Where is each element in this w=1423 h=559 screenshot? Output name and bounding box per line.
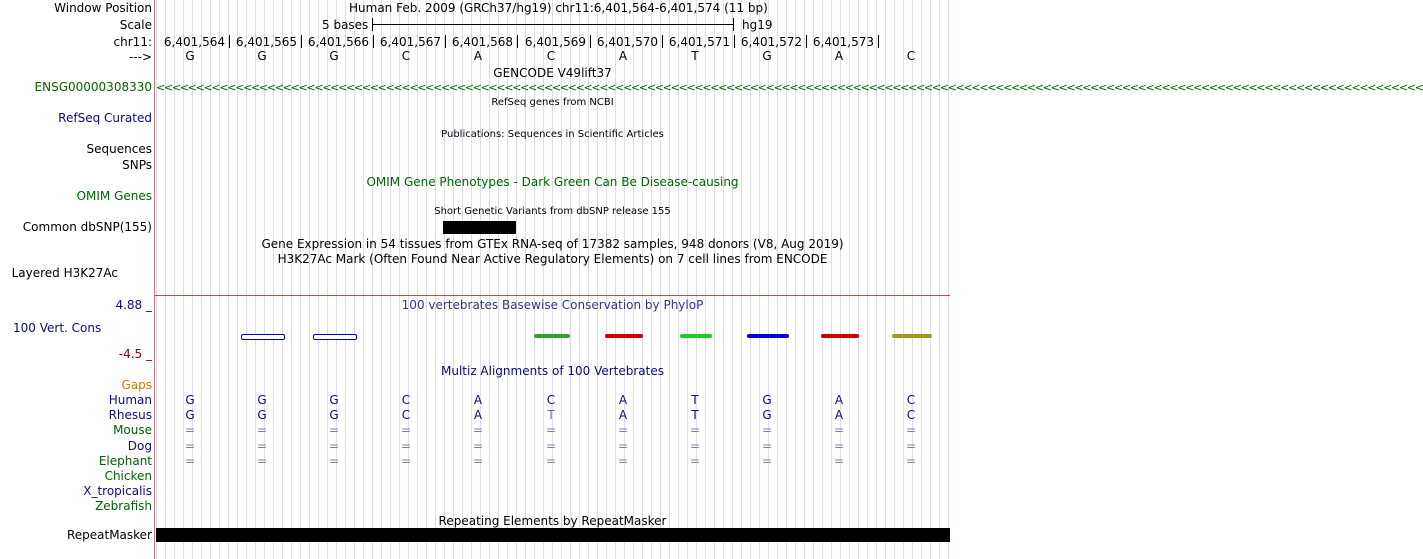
alignment-base: =: [761, 439, 773, 453]
ruler-position: 6,401,572: [740, 35, 802, 49]
alignment-base: =: [689, 423, 701, 437]
alignment-base: A: [618, 393, 628, 407]
ruler-tick: [590, 35, 591, 48]
species-label-rhesus[interactable]: Rhesus: [108, 408, 152, 422]
alignment-base: =: [905, 454, 917, 468]
gtex-track-title[interactable]: Gene Expression in 54 tissues from GTEx RNA-seq of 17382 samples, 948 donors (V8, Aug 2019): [261, 237, 844, 251]
h3k27ac-track-title[interactable]: H3K27Ac Mark (Often Found Near Active Regulatory Elements) on 7 cell lines from ENCODE: [277, 252, 828, 266]
reference-base: C: [906, 49, 916, 63]
repeatmasker-track-title[interactable]: Repeating Elements by RepeatMasker: [438, 514, 667, 528]
gencode-track-title[interactable]: GENCODE V49lift37: [493, 66, 612, 80]
alignment-base: =: [472, 454, 484, 468]
reference-base: C: [401, 49, 411, 63]
reference-base: C: [546, 49, 556, 63]
reference-base: A: [473, 49, 483, 63]
alignment-base: =: [328, 423, 340, 437]
repeatmasker-feature[interactable]: [156, 528, 950, 542]
scale-bar: [372, 24, 733, 25]
ruler-tick: [662, 35, 663, 48]
label-divider: [154, 0, 155, 559]
ruler-position: 6,401,570: [596, 35, 658, 49]
phylop-max-label: 4.88 _: [115, 298, 152, 312]
scale-text: 5 bases: [322, 18, 369, 32]
alignment-base: =: [545, 454, 557, 468]
alignment-base: T: [547, 408, 555, 422]
phylop-score-mark: [605, 334, 643, 338]
phylop-score-mark: [534, 334, 570, 338]
ruler-tick: [878, 35, 879, 48]
alignment-base: =: [617, 439, 629, 453]
alignment-base: =: [545, 423, 557, 437]
h3k27ac-baseline: [155, 295, 950, 296]
alignment-base: =: [184, 439, 196, 453]
alignment-base: T: [691, 393, 699, 407]
omim-track-title[interactable]: OMIM Gene Phenotypes - Dark Green Can Be Disease-causing: [366, 175, 739, 189]
reference-base: A: [618, 49, 628, 63]
alignment-base: =: [400, 454, 412, 468]
window-position-label: Window Position: [54, 1, 152, 15]
ruler-tick: [517, 35, 518, 48]
species-label-zebrafish[interactable]: Zebrafish: [95, 499, 152, 513]
ruler-tick: [806, 35, 807, 48]
alignment-base: G: [762, 393, 772, 407]
alignment-base: =: [833, 454, 845, 468]
refseq-label[interactable]: RefSeq Curated: [58, 111, 152, 125]
chrom-label[interactable]: chr11:: [113, 35, 152, 49]
alignment-base: =: [472, 439, 484, 453]
alignment-base: G: [185, 408, 195, 422]
h3k27ac-label[interactable]: Layered H3K27Ac: [11, 266, 118, 280]
alignment-base: =: [545, 439, 557, 453]
alignment-base: =: [617, 423, 629, 437]
reference-base: G: [185, 49, 195, 63]
alignment-base: C: [546, 393, 556, 407]
phylop-score-mark: [241, 334, 285, 340]
scale-bar-left-cap: [372, 18, 373, 31]
alignment-base: =: [905, 423, 917, 437]
alignment-base: =: [689, 454, 701, 468]
species-label-dog[interactable]: Dog: [127, 439, 152, 453]
alignment-base: =: [833, 423, 845, 437]
alignment-base: =: [400, 423, 412, 437]
ruler-tick: [373, 35, 374, 48]
repeatmasker-label[interactable]: RepeatMasker: [66, 528, 152, 542]
species-label-mouse[interactable]: Mouse: [113, 423, 152, 437]
alignment-base: =: [328, 454, 340, 468]
ruler-position: 6,401,565: [235, 35, 297, 49]
alignment-base: =: [689, 439, 701, 453]
alignment-base: C: [401, 393, 411, 407]
species-label-chicken[interactable]: Chicken: [104, 469, 152, 483]
alignment-base: G: [257, 408, 267, 422]
alignment-base: =: [472, 423, 484, 437]
ruler-position: 6,401,568: [451, 35, 513, 49]
reference-base: G: [329, 49, 339, 63]
reference-base: A: [834, 49, 844, 63]
strand-label[interactable]: --->: [128, 50, 152, 64]
reference-base: G: [257, 49, 267, 63]
alignment-base: G: [329, 408, 339, 422]
alignment-base: T: [691, 408, 699, 422]
publications-track-title[interactable]: Publications: Sequences in Scientific Articles: [441, 129, 664, 140]
phylop-score-mark: [747, 334, 789, 338]
alignment-base: C: [401, 408, 411, 422]
alignment-base: A: [834, 393, 844, 407]
alignment-base: =: [328, 439, 340, 453]
gencode-gene-feature[interactable]: <<<<<<<<<<<<<<<<<<<<<<<<<<<<<<<<<<<<<<<<<<<<<<<<<<<<<<<<<<<<<<<<<<<<<<<<<<<<<<<<<<<<<<<<<<<<<<<<<<<<<<<<<<<<<<<<<<<<<<<<<<<<<<<<<<<<<<<<<<<<<<<<<<<<<<<<<<<<<<<<: [156, 81, 1423, 94]
scale-bar-right-cap: [733, 18, 734, 31]
dbsnp-variant-feature[interactable]: [443, 221, 516, 234]
snps-label[interactable]: SNPs: [122, 158, 152, 172]
scale-label: Scale: [119, 18, 152, 32]
dbsnp-label[interactable]: Common dbSNP(155): [22, 220, 152, 234]
alignment-base: =: [905, 439, 917, 453]
phylop-score-mark: [313, 334, 357, 340]
alignment-base: A: [473, 393, 483, 407]
alignment-base: =: [400, 439, 412, 453]
sequences-label[interactable]: Sequences: [86, 142, 152, 156]
ruler-position: 6,401,571: [668, 35, 730, 49]
phylop-track-title[interactable]: 100 vertebrates Basewise Conservation by PhyloP: [401, 298, 704, 312]
alignment-base: G: [762, 408, 772, 422]
phylop-label[interactable]: 100 Vert. Cons: [13, 321, 102, 335]
reference-base: T: [691, 49, 699, 63]
omim-label[interactable]: OMIM Genes: [76, 189, 152, 203]
ruler-position: 6,401,564: [163, 35, 225, 49]
alignment-base: C: [906, 408, 916, 422]
alignment-base: =: [761, 423, 773, 437]
species-label-elephant[interactable]: Elephant: [98, 454, 152, 468]
scale-assembly: hg19: [742, 18, 773, 32]
alignment-base: G: [329, 393, 339, 407]
dbsnp-track-title[interactable]: Short Genetic Variants from dbSNP release 155: [434, 206, 671, 217]
alignment-base: =: [184, 454, 196, 468]
species-label-x_tropicalis[interactable]: X_tropicalis: [83, 484, 152, 498]
reference-base: G: [762, 49, 772, 63]
alignment-base: =: [256, 454, 268, 468]
alignment-base: =: [256, 439, 268, 453]
alignment-base: A: [618, 408, 628, 422]
alignment-base: A: [834, 408, 844, 422]
phylop-score-mark: [821, 334, 859, 338]
multiz-track-title[interactable]: Multiz Alignments of 100 Vertebrates: [440, 364, 665, 378]
gencode-gene-label[interactable]: ENSG00000308330: [34, 80, 152, 94]
ruler-tick: [445, 35, 446, 48]
alignment-base: G: [185, 393, 195, 407]
phylop-score-mark: [680, 334, 712, 338]
ruler-tick: [734, 35, 735, 48]
alignment-base: C: [906, 393, 916, 407]
alignment-base: G: [257, 393, 267, 407]
refseq-track-title[interactable]: RefSeq genes from NCBI: [491, 97, 614, 108]
ruler-position: 6,401,569: [524, 35, 586, 49]
alignment-base: =: [256, 423, 268, 437]
ruler-position: 6,401,573: [812, 35, 874, 49]
ruler-tick: [301, 35, 302, 48]
alignment-base: =: [184, 423, 196, 437]
alignment-base: A: [473, 408, 483, 422]
alignment-base: =: [617, 454, 629, 468]
ruler-position: 6,401,567: [379, 35, 441, 49]
phylop-min-label: -4.5 _: [118, 347, 152, 361]
species-label-human[interactable]: Human: [108, 393, 152, 407]
phylop-score-mark: [892, 334, 932, 338]
alignment-base: =: [761, 454, 773, 468]
ruler-tick: [229, 35, 230, 48]
ruler-position: 6,401,566: [307, 35, 369, 49]
gaps-label[interactable]: Gaps: [121, 378, 152, 392]
window-position-value[interactable]: Human Feb. 2009 (GRCh37/hg19) chr11:6,401,564-6,401,574 (11 bp): [349, 1, 768, 15]
alignment-base: =: [833, 439, 845, 453]
